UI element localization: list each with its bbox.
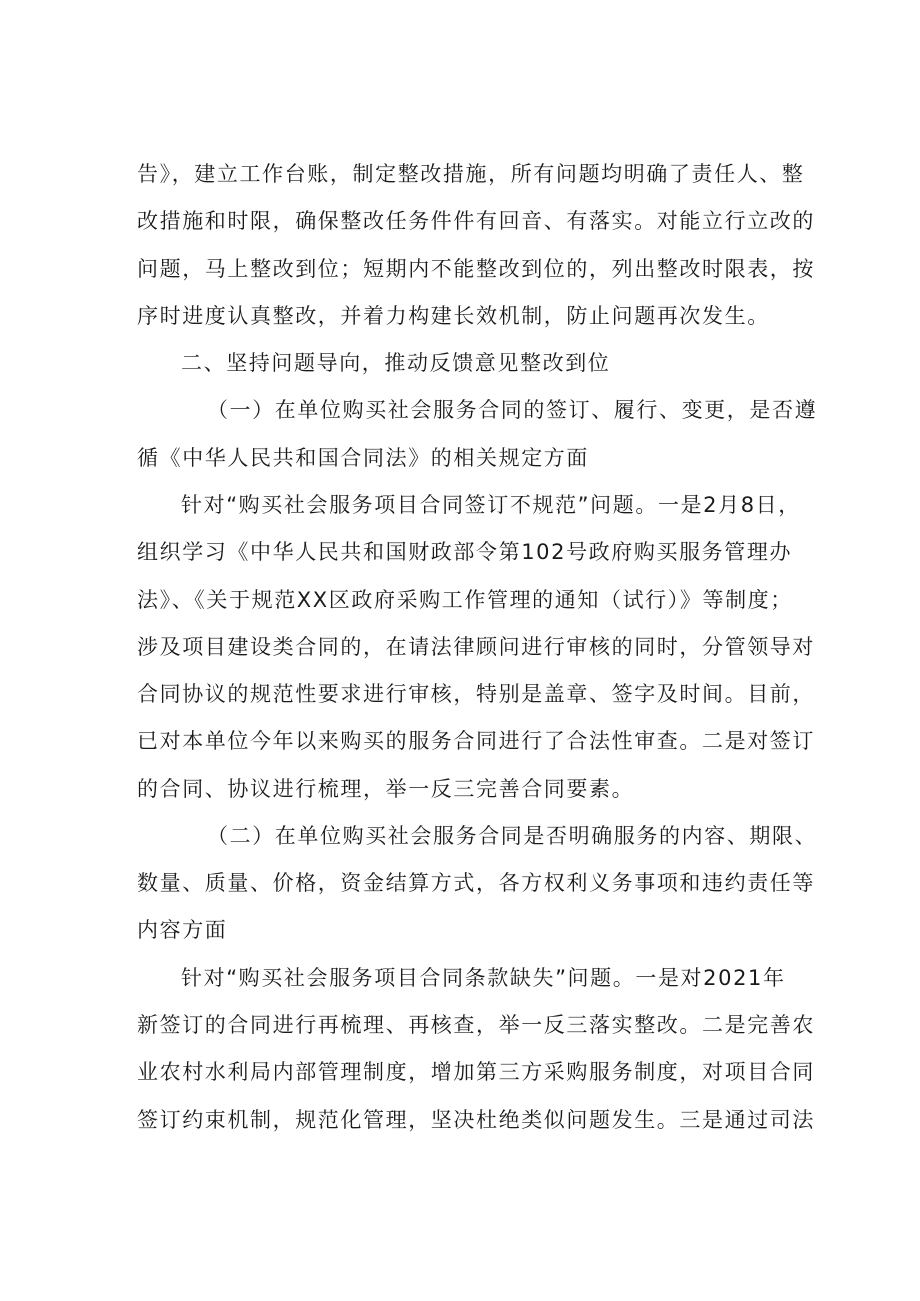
- paragraph-line: 问题，马上整改到位；短期内不能整改到位的，列出整改时限表，按: [137, 257, 815, 281]
- paragraph-line: 新签订的合同进行再梳理、再核查，举一反三落实整改。二是完善农: [137, 1013, 815, 1037]
- paragraph-line: 签订约束机制，规范化管理，坚决杜绝类似问题发生。三是通过司法: [137, 1108, 815, 1132]
- subsection-heading: （二）在单位购买社会服务合同是否明确服务的内容、期限、: [207, 824, 818, 848]
- paragraph-line: 组织学习《中华人民共和国财政部令第102号政府购买服务管理办: [137, 540, 793, 564]
- paragraph-line: 法》、《关于规范XX区政府采购工作管理的通知（试行）》等制度；: [137, 588, 793, 612]
- subsection-heading-line: 内容方面: [137, 918, 228, 942]
- paragraph-line: 的合同、协议进行梳理，举一反三完善合同要素。: [137, 777, 635, 801]
- paragraph-line: 针对“购买社会服务项目合同签订不规范”问题。一是2月8日，: [181, 493, 801, 517]
- paragraph-line: 已对本单位今年以来购买的服务合同进行了合法性审查。二是对签订: [137, 729, 815, 753]
- section-heading: 二、坚持问题导向，推动反馈意见整改到位: [181, 351, 611, 375]
- paragraph-line: 针对“购买社会服务项目合同条款缺失”问题。一是对2021年: [181, 966, 786, 990]
- paragraph-line: 业农村水利局内部管理制度，增加第三方采购服务制度，对项目合同: [137, 1060, 815, 1084]
- paragraph-line: 告》，建立工作台账，制定整改措施，所有问题均明确了责任人、整: [137, 162, 805, 186]
- subsection-heading: （一）在单位购买社会服务合同的签订、履行、变更，是否遵: [207, 398, 818, 422]
- paragraph-line: 改措施和时限，确保整改任务件件有回音、有落实。对能立行立改的: [137, 209, 815, 233]
- paragraph-line: 序时进度认真整改，并着力构建长效机制，防止问题再次发生。: [137, 304, 770, 328]
- subsection-heading-line: 循《中华人民共和国合同法》的相关规定方面: [137, 446, 589, 470]
- subsection-heading-line: 数量、质量、价格，资金结算方式，各方权利义务事项和违约责任等: [137, 871, 815, 895]
- paragraph-line: 涉及项目建设类合同的，在请法律顾问进行审核的同时，分管领导对: [137, 635, 815, 659]
- paragraph-line: 合同协议的规范性要求进行审核，特别是盖章、签字及时间。目前，: [137, 682, 815, 706]
